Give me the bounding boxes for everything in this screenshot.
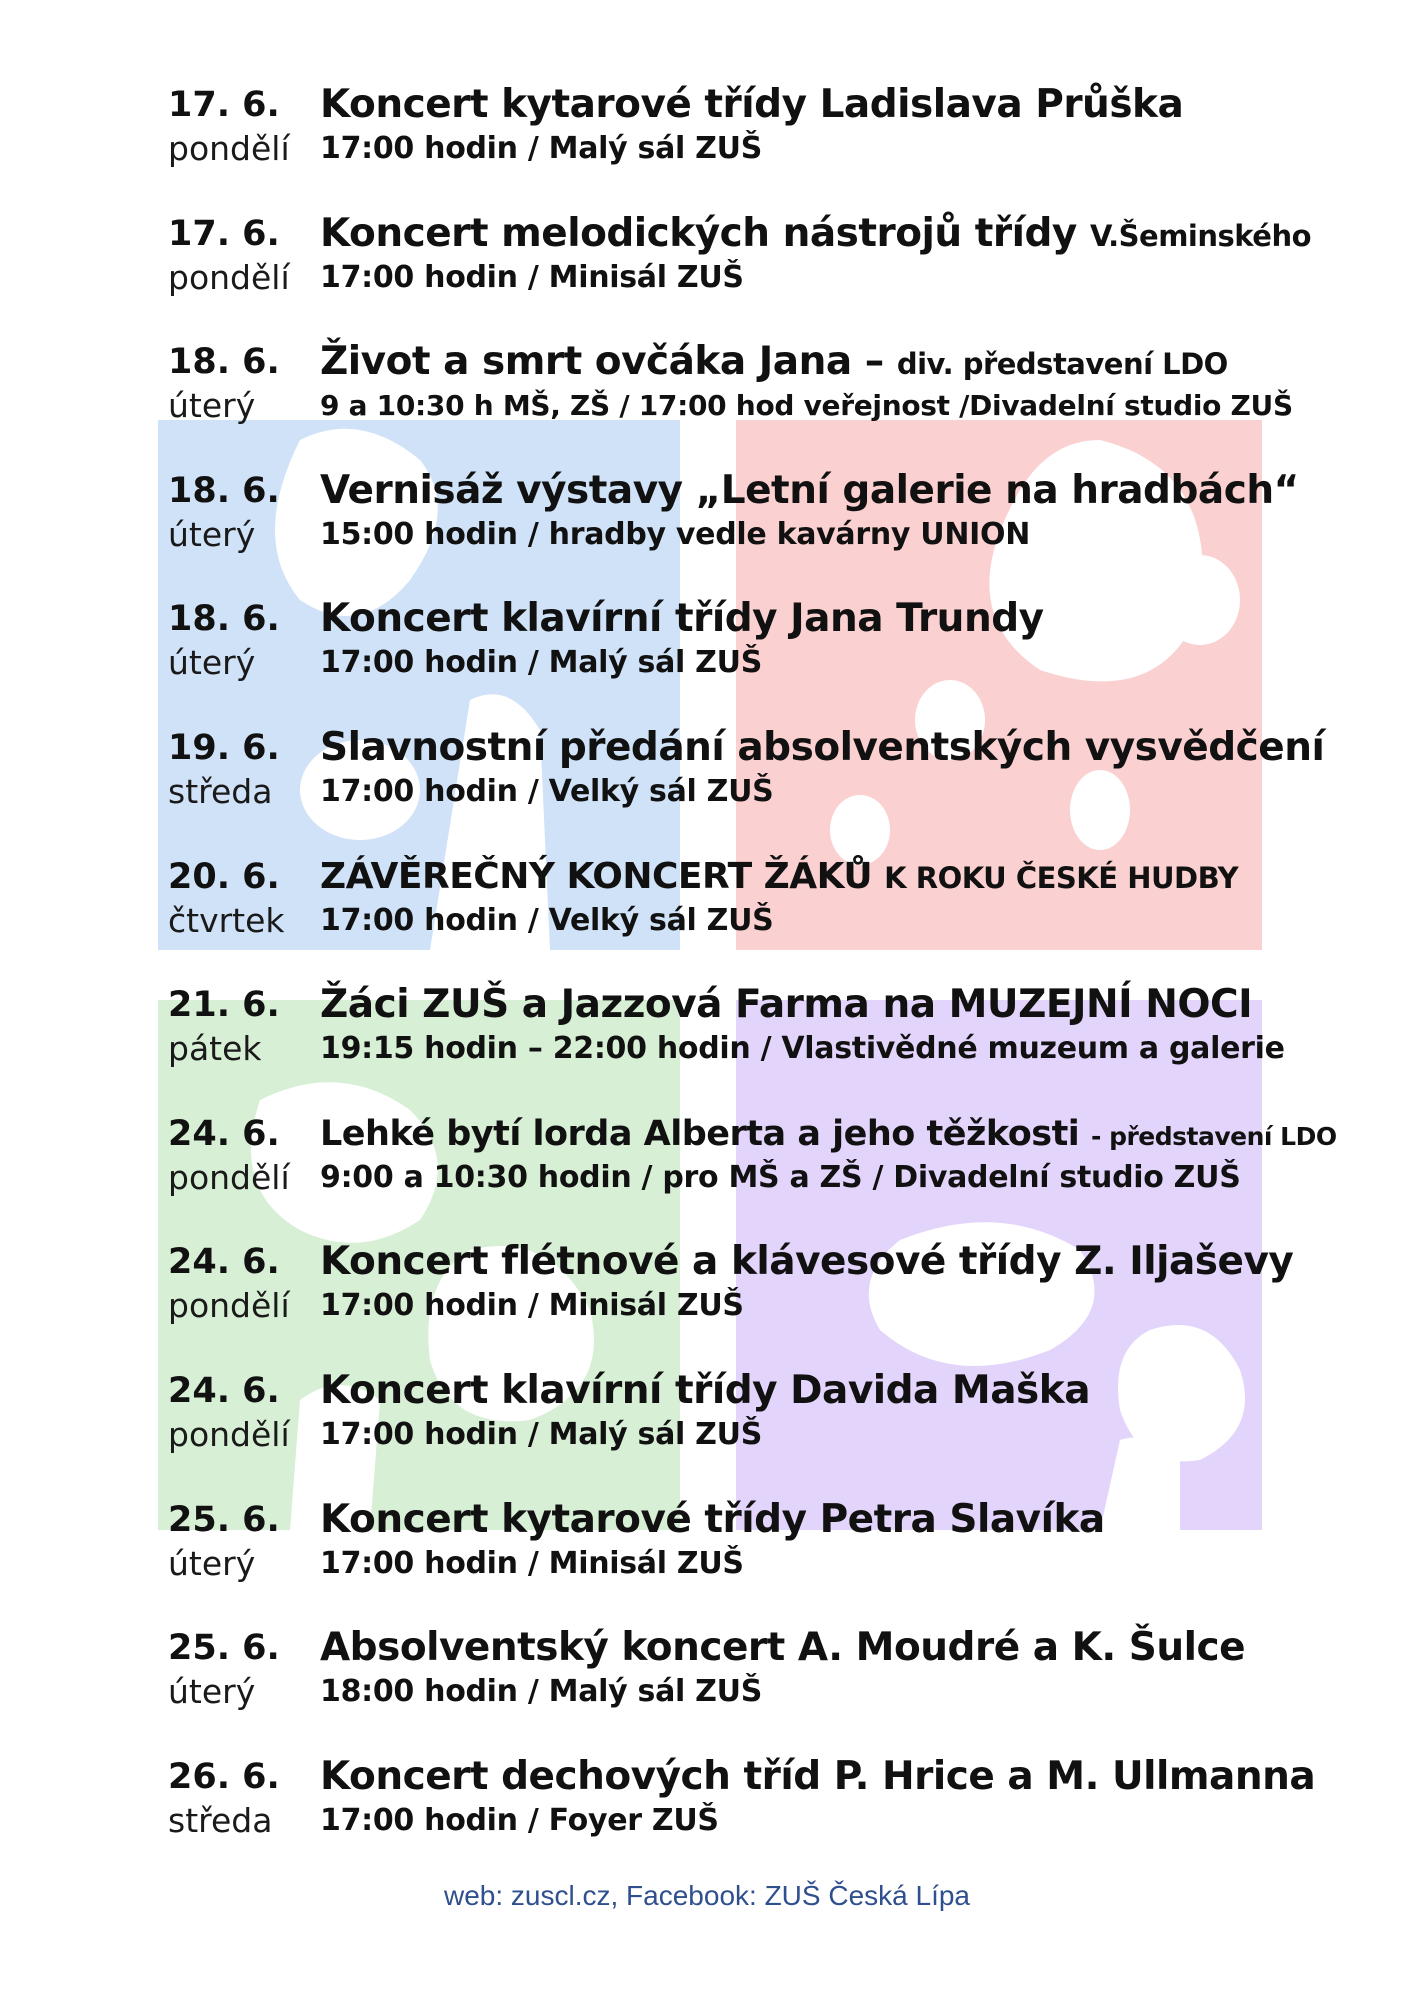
event-title-note: - představení LDO: [1090, 1121, 1337, 1151]
event-item: [168, 1623, 1368, 1752]
event-date: 20. 6.: [168, 856, 280, 897]
event-day: úterý: [168, 1672, 256, 1712]
event-item: [168, 1752, 1368, 1881]
event-title: [320, 980, 1252, 1030]
event-item: [168, 1366, 1368, 1495]
event-day: pondělí: [168, 257, 290, 297]
event-date: 25. 6.: [168, 1628, 280, 1669]
event-title: [320, 1366, 1090, 1416]
event-info: 9 a 10:30 h MŠ, ZŠ / 17:00 hod veřejnost /Divadelní studio ZUŠ: [320, 389, 1293, 423]
event-title: [320, 723, 1324, 773]
event-item: [168, 80, 1368, 209]
event-day: pondělí: [168, 1414, 290, 1454]
event-title: [320, 1623, 1245, 1673]
event-day: čtvrtek: [168, 900, 285, 940]
event-date: 18. 6.: [168, 342, 280, 383]
event-info: 15:00 hodin / hradby vedle kavárny UNION: [320, 516, 1031, 552]
event-title-main: Koncert flétnové a klávesové třídy Z. Iljaševy: [320, 1239, 1294, 1285]
event-date: 25. 6.: [168, 1499, 280, 1540]
event-info: 17:00 hodin / Velký sál ZUŠ: [320, 773, 774, 809]
event-date: 24. 6.: [168, 1113, 280, 1154]
event-title: [320, 594, 1044, 644]
event-title: [320, 1752, 1315, 1802]
event-title-main: Koncert klavírní třídy Jana Trundy: [320, 596, 1044, 642]
event-item: [168, 209, 1368, 338]
event-title: [320, 1109, 1337, 1162]
event-info: 17:00 hodin / Foyer ZUŠ: [320, 1802, 719, 1838]
event-info: 19:15 hodin – 22:00 hodin / Vlastivědné muzeum a galerie: [320, 1031, 1285, 1067]
event-info: 17:00 hodin / Malý sál ZUŠ: [320, 1416, 762, 1452]
event-info: 17:00 hodin / Minisál ZUŠ: [320, 1545, 744, 1581]
event-info: 17:00 hodin / Minisál ZUŠ: [320, 1288, 744, 1324]
event-title-main: Koncert melodických nástrojů třídy: [320, 210, 1077, 256]
event-title-main: Slavnostní předání absolventských vysvědčení: [320, 724, 1325, 770]
event-title-main: ZÁVĚREČNÝ KONCERT ŽÁKŮ: [320, 855, 873, 897]
event-title-note: div. představení LDO: [896, 347, 1228, 382]
event-item: [168, 980, 1368, 1109]
event-item: [168, 466, 1368, 595]
event-date: 18. 6.: [168, 470, 280, 511]
event-date: 18. 6.: [168, 599, 280, 640]
event-item: [168, 1495, 1368, 1624]
event-day: úterý: [168, 386, 256, 426]
event-title-main: Absolventský koncert A. Moudré a K. Šulce: [320, 1625, 1246, 1671]
event-date: 24. 6.: [168, 1370, 280, 1411]
event-title-main: Koncert dechových tříd P. Hrice a M. Ullmanna: [320, 1753, 1316, 1799]
event-title-main: Koncert kytarové třídy Petra Slavíka: [320, 1496, 1105, 1542]
event-item: [168, 1237, 1368, 1366]
event-list: [168, 80, 1368, 1880]
event-item: [168, 337, 1368, 466]
event-date: 24. 6.: [168, 1242, 280, 1283]
event-day: úterý: [168, 514, 256, 554]
event-day: pátek: [168, 1029, 262, 1069]
event-day: úterý: [168, 1543, 256, 1583]
event-title: [320, 1495, 1105, 1545]
event-title: [320, 466, 1299, 516]
event-info: 9:00 a 10:30 hodin / pro MŠ a ZŠ / Divadelní studio ZUŠ: [320, 1159, 1241, 1195]
event-title: [320, 337, 1228, 389]
event-title-note: V.Šeminského: [1089, 218, 1312, 253]
event-title: [320, 852, 1238, 903]
event-item: [168, 594, 1368, 723]
event-title-main: Lehké bytí lorda Alberta a jeho těžkosti: [320, 1113, 1080, 1154]
event-day: středa: [168, 1800, 273, 1840]
event-date: 17. 6.: [168, 85, 280, 125]
event-day: pondělí: [168, 1286, 290, 1326]
footer-links: web: zuscl.cz, Facebook: ZUŠ Česká Lípa: [444, 1880, 970, 1911]
event-title-main: Žáci ZUŠ a Jazzová Farma na MUZEJNÍ NOCI: [320, 982, 1253, 1028]
event-day: pondělí: [168, 1157, 290, 1197]
event-date: 19. 6.: [168, 727, 280, 768]
event-title-main: Život a smrt ovčáka Jana –: [320, 339, 884, 385]
event-date: 26. 6.: [168, 1756, 280, 1797]
event-info: 17:00 hodin / Malý sál ZUŠ: [320, 131, 762, 166]
event-date: 21. 6.: [168, 985, 280, 1026]
event-title-main: Koncert kytarové třídy Ladislava Průška: [320, 82, 1184, 127]
event-day: úterý: [168, 643, 256, 683]
event-info: 17:00 hodin / Malý sál ZUŠ: [320, 645, 762, 681]
event-info: 18:00 hodin / Malý sál ZUŠ: [320, 1674, 762, 1710]
event-title: [320, 209, 1311, 261]
event-title-main: Koncert klavírní třídy Davida Maška: [320, 1367, 1091, 1413]
event-title: [320, 80, 1183, 130]
event-date: 17. 6.: [168, 213, 280, 254]
event-title-main: Vernisáž výstavy „Letní galerie na hradbách“: [320, 467, 1299, 513]
event-title-note: K ROKU ČESKÉ HUDBY: [884, 860, 1239, 895]
event-day: středa: [168, 771, 273, 811]
event-item: [168, 1109, 1368, 1238]
event-item: [168, 852, 1368, 981]
event-title: [320, 1237, 1293, 1287]
event-info: 17:00 hodin / Velký sál ZUŠ: [320, 902, 774, 938]
event-day: pondělí: [168, 129, 290, 168]
event-info: 17:00 hodin / Minisál ZUŠ: [320, 259, 744, 295]
event-item: [168, 723, 1368, 852]
